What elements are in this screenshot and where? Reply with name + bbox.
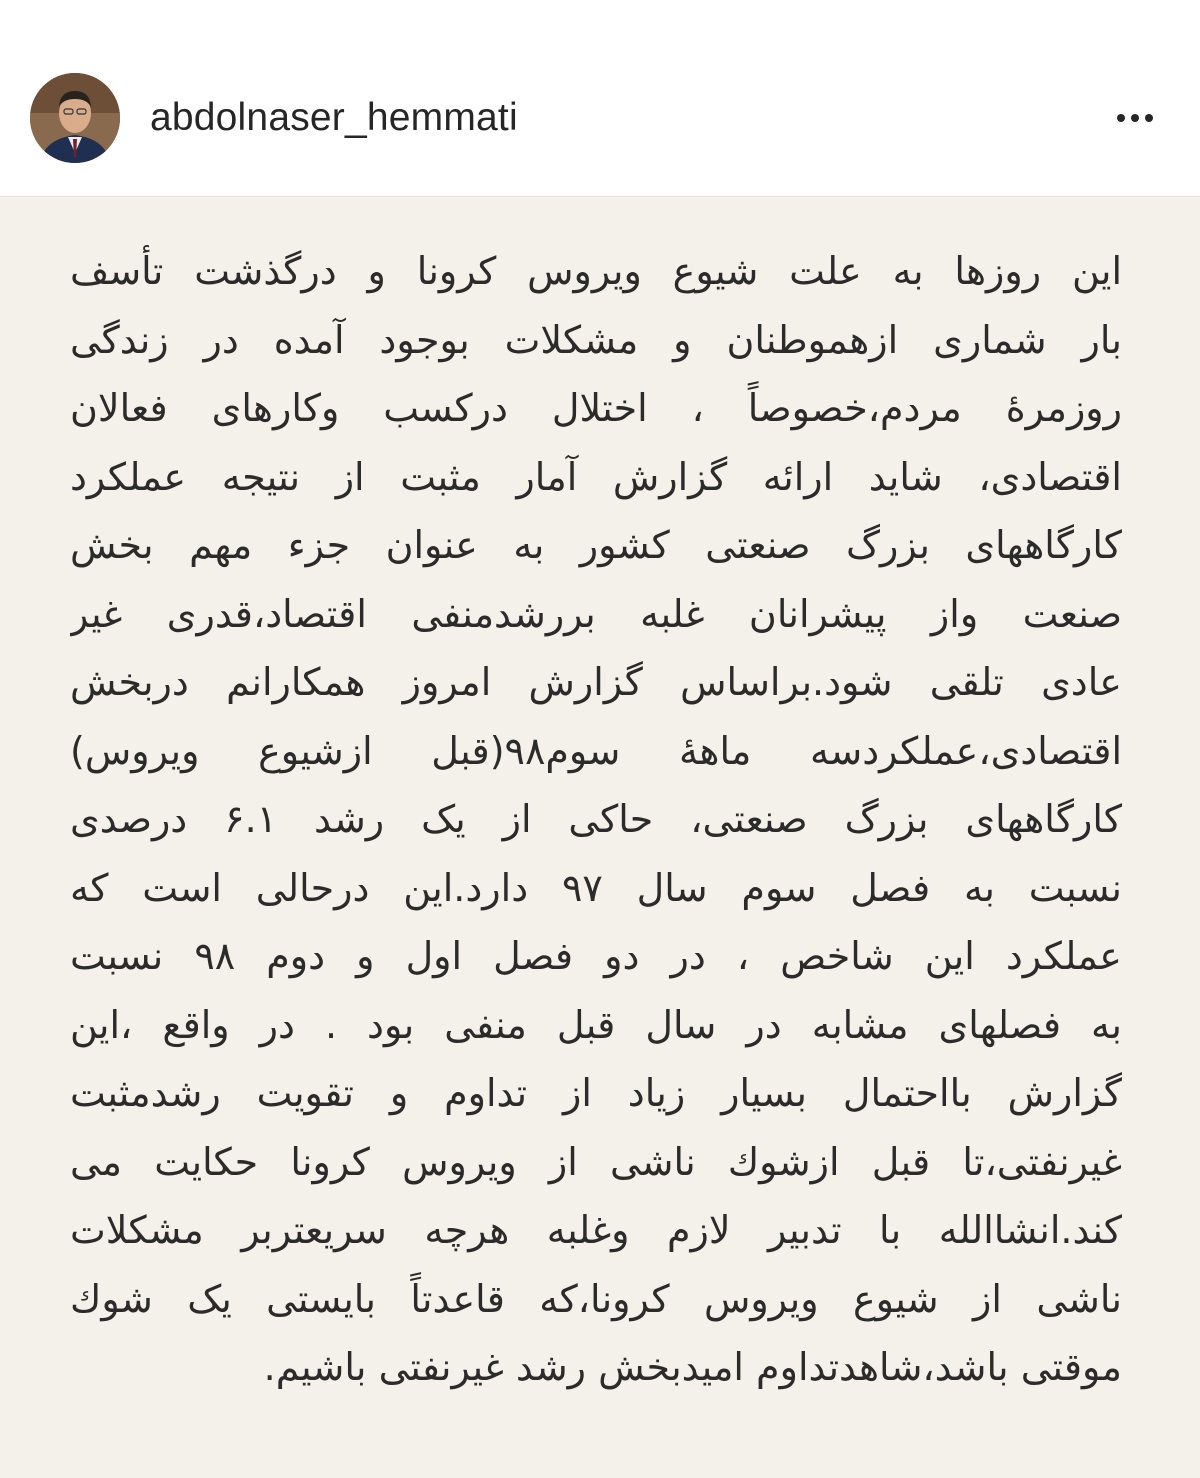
- text-line: بار شماری ازهموطنان و مشکلات بوجود آمده در زندگی: [70, 317, 1122, 362]
- text-line: کارگاههای بزرگ صنعتی، حاکی از یک رشد ۶.۱ درصدی: [70, 797, 1122, 841]
- text-line: اقتصادی،عملکردسه ماهۀ سوم۹۸(قبل ازشیوع ویروس): [70, 728, 1122, 773]
- more-horizontal-icon: [1145, 114, 1153, 122]
- text-line: این روزها به علت شیوع ویروس کرونا و درگذشت تأسف: [70, 249, 1122, 293]
- text-line: موقتی باشد،شاهدتداوم امیدبخش رشد غیرنفتی باشیم.: [263, 1345, 1122, 1389]
- text-line: نسبت به فصل سوم سال ۹۷ دارد.این درحالی است که: [70, 865, 1122, 910]
- post-image: [0, 197, 1200, 1478]
- text-line: عملکرد این شاخص ، در دو فصل اول و دوم ۹۸ نسبت: [70, 934, 1122, 978]
- username[interactable]: abdolnaser_hemmati: [150, 96, 518, 139]
- text-line: کند.انشاالله با تدبیر لازم وغلبه هرچه سریعتربر مشکلات: [70, 1208, 1122, 1252]
- text-line: به فصلهای مشابه در سال قبل منفی بود . در واقع ،این: [70, 1002, 1122, 1047]
- post-text: [70, 237, 1122, 1402]
- text-line: اقتصادی، شاید ارائه گزارش آمار مثبت از نتیجه عملکرد: [70, 454, 1122, 499]
- text-line: غیرنفتی،تا قبل ازشوك ناشی از ویروس کرونا حکایت می: [70, 1139, 1122, 1184]
- more-horizontal-icon: [1131, 114, 1139, 122]
- avatar-icon: [30, 73, 120, 163]
- more-horizontal-icon: [1117, 114, 1125, 122]
- text-line: کارگاههای بزرگ صنعتی کشور به عنوان جزء مهم بخش: [70, 523, 1122, 567]
- text-line: روزمرۀ مردم،خصوصاً ، اختلال درکسب وکارهای فعالان: [70, 386, 1122, 430]
- text-line: ناشی از شیوع ویروس کرونا،که قاعدتاً بایستی یک شوك: [70, 1276, 1122, 1321]
- more-options-button[interactable]: [1100, 96, 1170, 140]
- text-line: صنعت واز پیشرانان غلبه بررشدمنفی اقتصاد،قدری غیر: [70, 591, 1122, 636]
- text-line: عادی تلقی شود.براساس گزارش امروز همکارانم دربخش: [70, 660, 1122, 704]
- post-header: [0, 0, 1200, 197]
- text-line: گزارش بااحتمال بسیار زیاد از تداوم و تقویت رشدمثبت: [70, 1071, 1122, 1115]
- profile-avatar[interactable]: [30, 73, 120, 163]
